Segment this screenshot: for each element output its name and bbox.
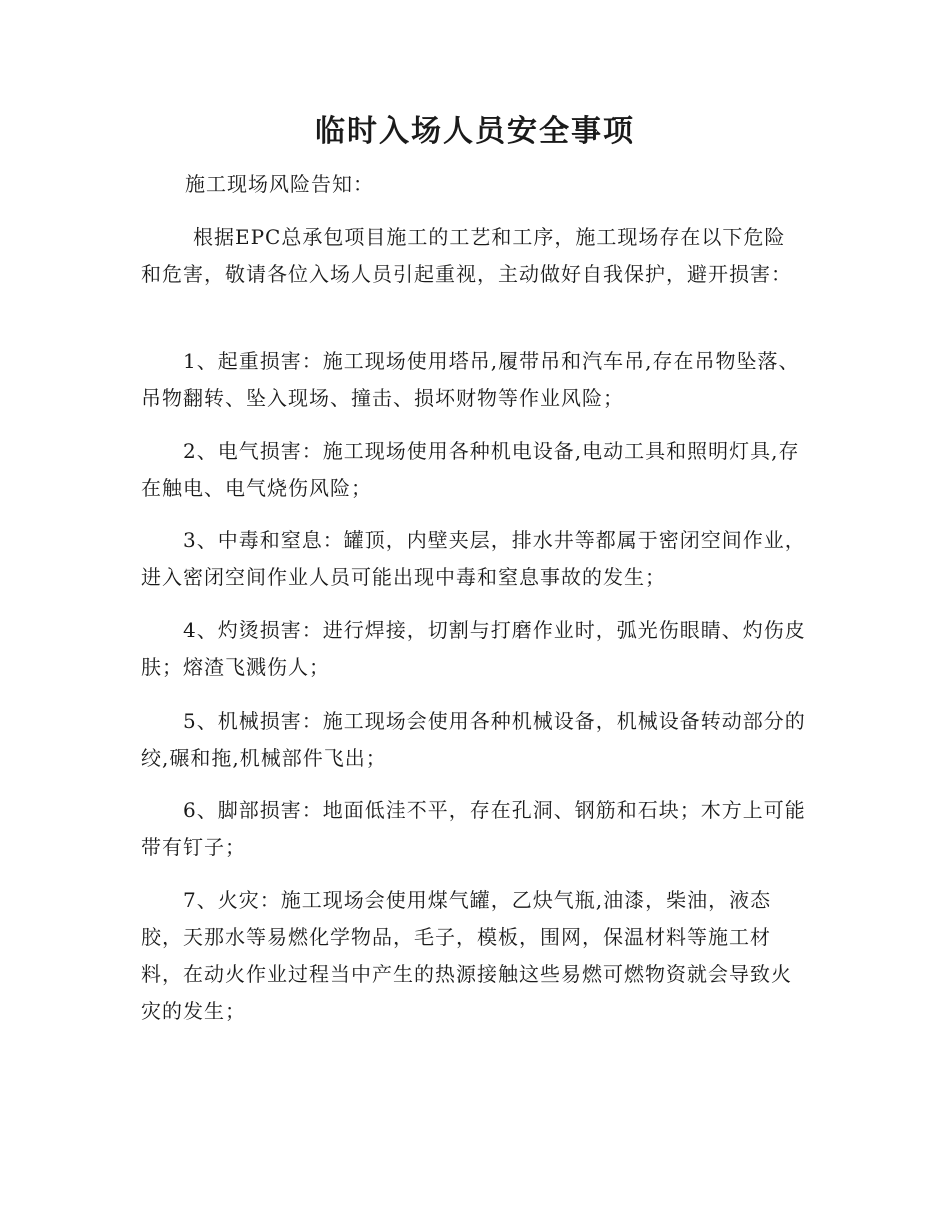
hazard-item-burns: 4、灼烫损害：进行焊接，切割与打磨作业时，弧光伤眼睛、灼伤皮肤；熔渣飞溅伤人；: [141, 618, 806, 679]
section-subtitle: 施工现场风险告知：: [185, 172, 374, 196]
intro-paragraph: 根据EPC总承包项目施工的工艺和工序，施工现场存在以下危险和危害，敬请各位入场人员引起重视，主动做好自我保护，避开损害：: [141, 225, 792, 286]
hazard-item-foot: 6、脚部损害：地面低洼不平，存在孔洞、钢筋和石块；木方上可能带有钉子；: [141, 798, 806, 859]
hazard-item-fire: 7、火灾：施工现场会使用煤气罐，乙炔气瓶,油漆，柴油，液态胶，天那水等易燃化学物品，毛子，模板，围网，保温材料等施工材料，在动火作业过程当中产生的热源接触这些易燃可燃物资就会导致火灾的发生；: [141, 888, 792, 1023]
hazard-item-electrical: 2、电气损害：施工现场使用各种机电设备,电动工具和照明灯具,存在触电、电气烧伤风险；: [141, 439, 800, 500]
hazard-item-lifting: 1、起重损害：施工现场使用塔吊,履带吊和汽车吊,存在吊物坠落、吊物翻转、坠入现场、撞击、损坏财物等作业风险；: [141, 349, 800, 410]
document-title: 临时入场人员安全事项: [315, 114, 635, 149]
hazard-item-poisoning: 3、中毒和窒息：罐顶，内壁夹层，排水井等都属于密闭空间作业，进入密闭空间作业人员可能出现中毒和窒息事故的发生；: [141, 528, 806, 589]
hazard-item-mechanical: 5、机械损害：施工现场会使用各种机械设备，机械设备转动部分的绞,碾和拖,机械部件飞出；: [141, 709, 806, 770]
